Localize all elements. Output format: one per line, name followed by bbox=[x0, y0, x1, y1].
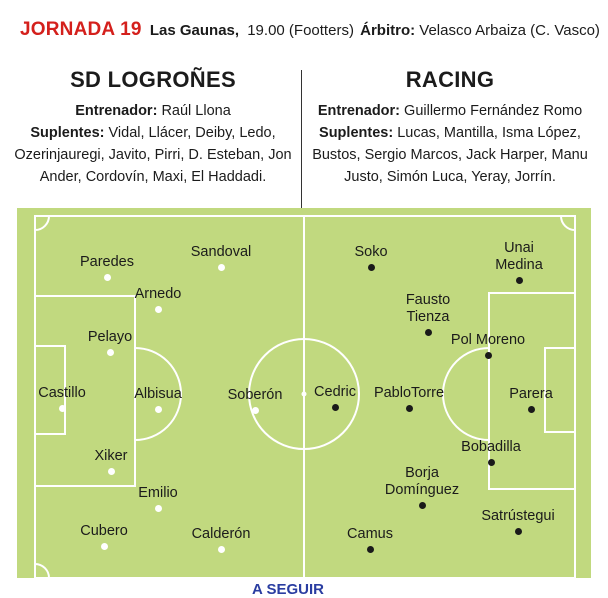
player-name: Bobadilla bbox=[461, 439, 521, 455]
player-name: Soko bbox=[354, 244, 388, 260]
home-subs-label: Suplentes: bbox=[30, 125, 105, 141]
home-team-name: SD LOGROÑES bbox=[70, 67, 236, 92]
player-name: Camus bbox=[347, 526, 393, 542]
player-marker bbox=[155, 306, 162, 313]
away-team-block bbox=[305, 66, 595, 188]
player-name: Emilio bbox=[138, 485, 178, 501]
player-marker bbox=[367, 546, 374, 553]
player-name: Arnedo bbox=[134, 286, 182, 302]
player-marker bbox=[252, 407, 259, 414]
player-name: Cubero bbox=[80, 523, 128, 539]
player-name: Albisua bbox=[134, 386, 182, 402]
player-marker bbox=[59, 405, 66, 412]
referee-label: Árbitro: bbox=[360, 22, 416, 39]
player-marker bbox=[516, 277, 523, 284]
away-coach-label: Entrenador: bbox=[317, 103, 401, 119]
player-marker bbox=[488, 459, 495, 466]
referee-name: Velasco Arbaiza (C. Vasco) bbox=[419, 22, 600, 39]
player-name: Borja Domínguez bbox=[384, 465, 460, 498]
player-name: Castillo bbox=[38, 385, 86, 401]
player-name: Pelayo bbox=[87, 329, 133, 345]
away-subs: Lucas, Mantilla, Isma López, Bustos, Sergio Marcos, Jack Harper, Manu Justo, Simón Luca, Yeray, Jorrín. bbox=[312, 125, 588, 185]
player-name: Soberón bbox=[227, 387, 283, 403]
corner-arc-top-left bbox=[35, 216, 49, 230]
continued-label: A SEGUIR bbox=[252, 581, 324, 598]
continued-footer bbox=[0, 581, 608, 598]
player-marker bbox=[108, 468, 115, 475]
player-marker bbox=[107, 349, 114, 356]
match-header bbox=[20, 16, 600, 44]
corner-arc-top-right bbox=[561, 216, 575, 230]
player-name: Fausto Tienza bbox=[405, 292, 451, 325]
away-subs-line bbox=[305, 122, 595, 188]
player-name: Unai Medina bbox=[495, 240, 543, 273]
away-coach: Guillermo Fernández Romo bbox=[404, 103, 583, 119]
player-marker bbox=[218, 264, 225, 271]
player-name: Satrústegui bbox=[481, 508, 555, 524]
football-pitch bbox=[17, 208, 591, 578]
player-marker bbox=[419, 502, 426, 509]
column-divider bbox=[301, 70, 302, 208]
player-name: Paredes bbox=[79, 254, 135, 270]
kickoff-time: 19.00 (Footters) bbox=[247, 22, 354, 39]
home-coach-label: Entrenador: bbox=[75, 103, 158, 119]
home-subs: Vidal, Llácer, Deiby, Ledo, Ozerinjauregi, Javito, Pirri, D. Esteban, Jon Ander, Cordovín, Maxi, El Haddadi. bbox=[14, 125, 292, 185]
player-marker bbox=[155, 406, 162, 413]
player-name: Cedric bbox=[314, 384, 356, 400]
home-coach-line bbox=[8, 100, 298, 122]
away-subs-label: Suplentes: bbox=[319, 125, 394, 141]
jornada-label: JORNADA 19 bbox=[20, 19, 142, 40]
player-marker bbox=[104, 274, 111, 281]
away-team-name: RACING bbox=[405, 67, 495, 92]
player-name: Pol Moreno bbox=[450, 332, 526, 348]
player-marker bbox=[528, 406, 535, 413]
home-coach: Raúl Llona bbox=[161, 103, 231, 119]
player-name: PabloTorre bbox=[373, 385, 445, 401]
home-team-block bbox=[8, 66, 298, 188]
center-spot bbox=[302, 392, 307, 397]
home-subs-line bbox=[8, 122, 298, 188]
player-marker bbox=[515, 528, 522, 535]
away-coach-line bbox=[305, 100, 595, 122]
player-marker bbox=[101, 543, 108, 550]
player-marker bbox=[425, 329, 432, 336]
player-name: Sandoval bbox=[190, 244, 252, 260]
player-marker bbox=[218, 546, 225, 553]
corner-arc-bottom-left bbox=[35, 564, 49, 578]
away-penalty-arc bbox=[443, 348, 489, 440]
player-marker bbox=[332, 404, 339, 411]
player-marker bbox=[406, 405, 413, 412]
player-marker bbox=[155, 505, 162, 512]
venue: Las Gaunas, bbox=[149, 22, 240, 39]
player-name: Xiker bbox=[94, 448, 128, 464]
player-marker bbox=[368, 264, 375, 271]
player-name: Parera bbox=[509, 386, 553, 402]
player-marker bbox=[485, 352, 492, 359]
player-name: Calderón bbox=[191, 526, 251, 542]
